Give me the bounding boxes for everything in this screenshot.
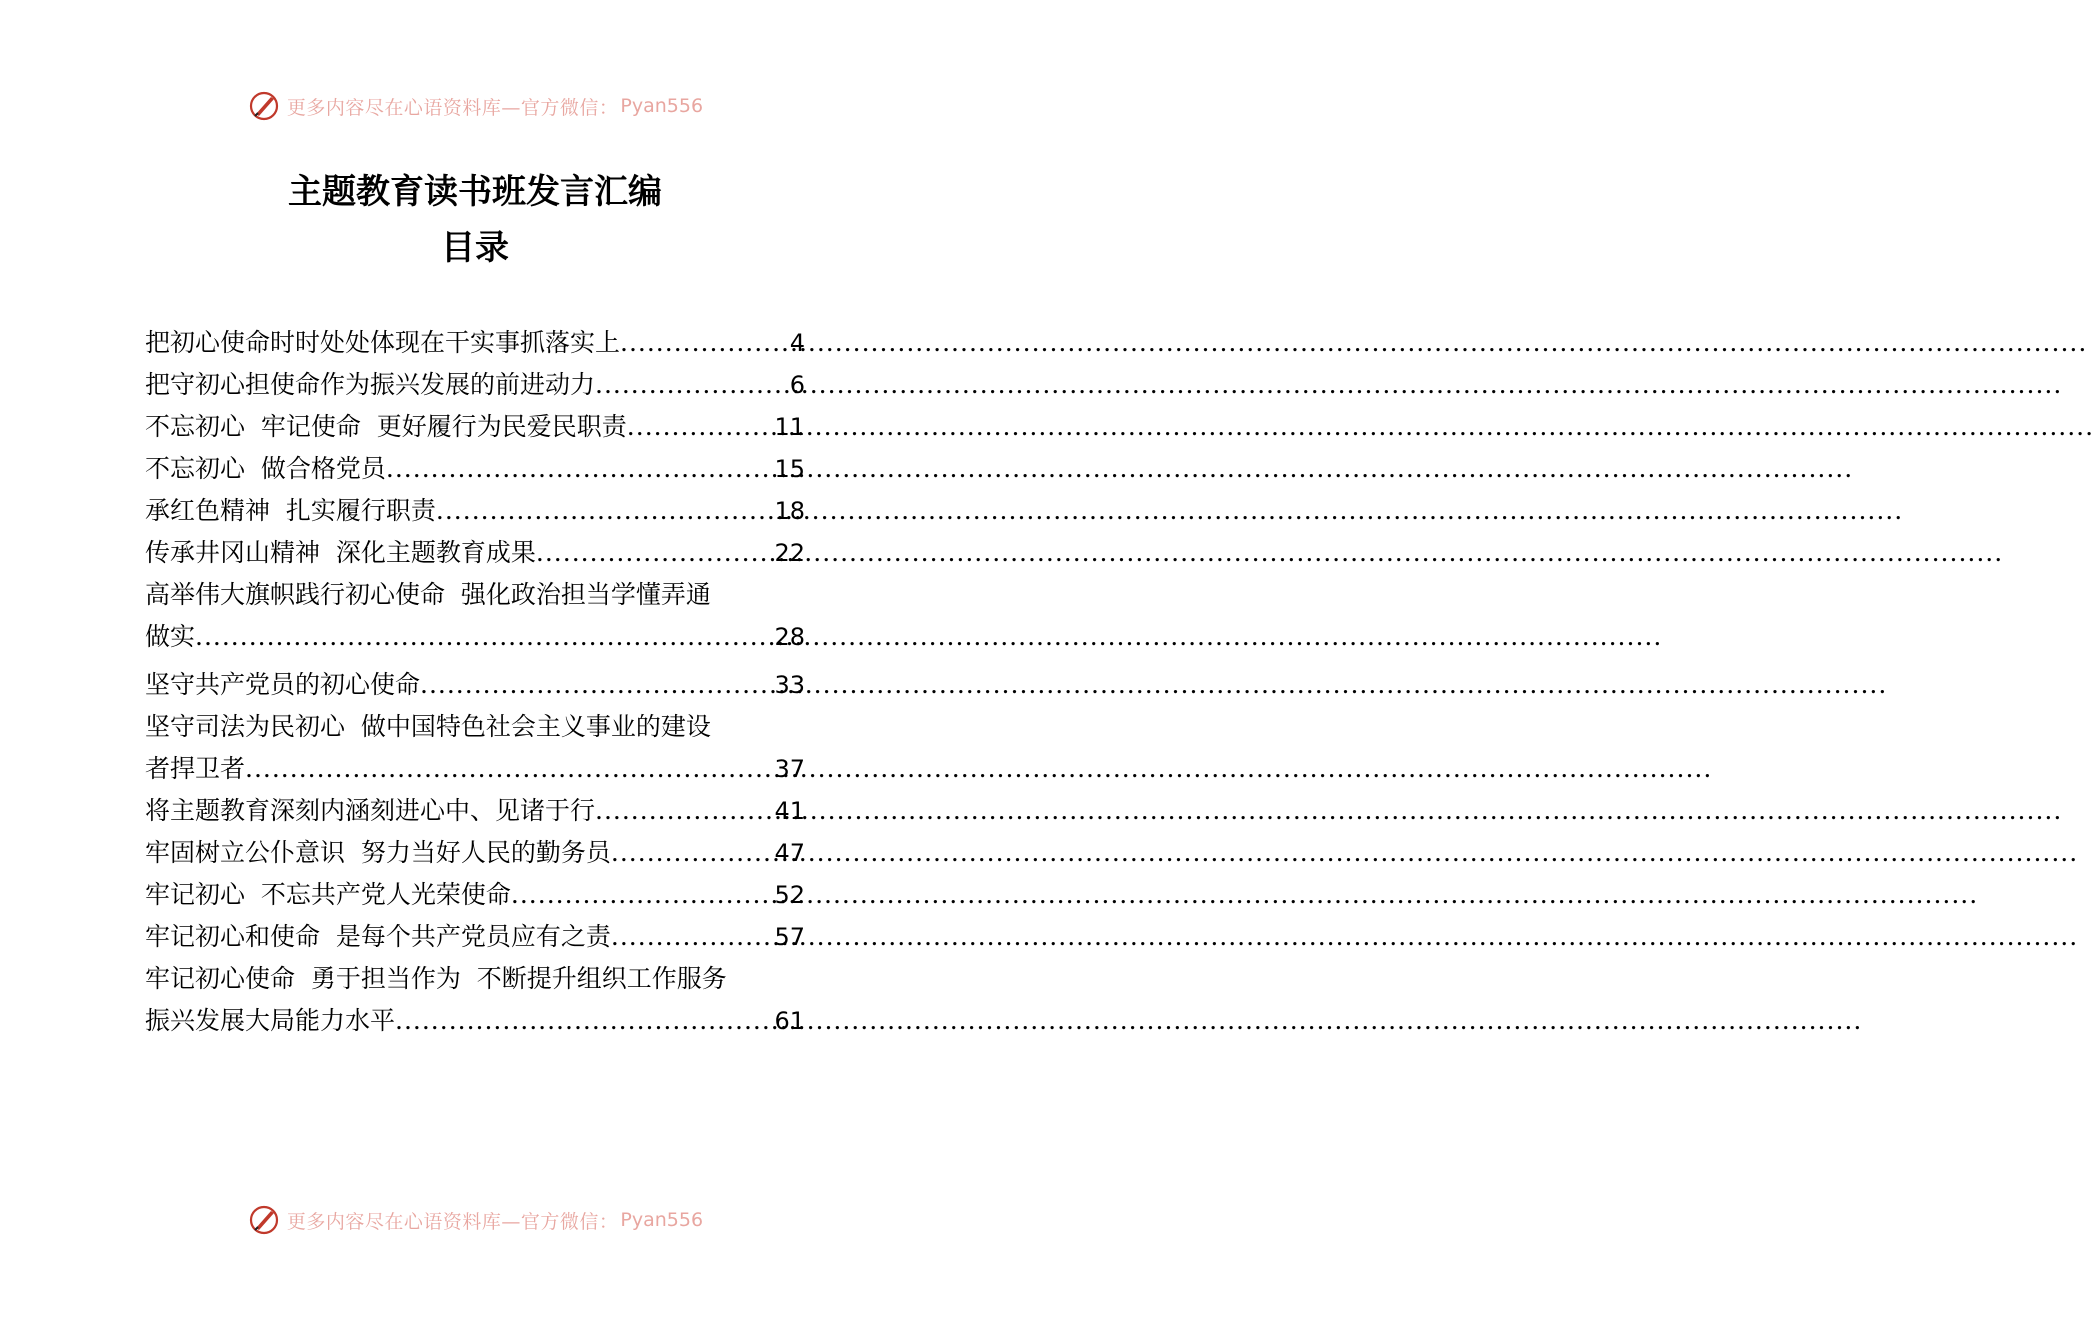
- leader-dots: [436, 490, 773, 532]
- toc-entry-page: 22: [774, 539, 805, 567]
- toc-entry-page: 11: [774, 413, 805, 441]
- toc-entry-title-line1: 坚守司法为民初心 做中国特色社会主义事业的建设: [145, 712, 711, 741]
- toc-entry[interactable]: [145, 790, 805, 832]
- toc-entry-title: 把守初心担使命作为振兴发展的前进动力: [145, 370, 596, 399]
- toc-entry-page: 15: [774, 455, 805, 483]
- watermark-text: 更多内容尽在心语资料库—官方微信：: [286, 1210, 619, 1233]
- leader-dots: [420, 664, 772, 706]
- watermark-text: 更多内容尽在心语资料库—官方微信：: [286, 96, 619, 119]
- toc-entry-title: 振兴发展大局能力水平: [145, 1006, 396, 1035]
- toc-entry-title: 传承井冈山精神 深化主题教育成果: [145, 538, 536, 567]
- toc-entry[interactable]: [145, 664, 805, 706]
- pen-circle-logo-icon: [247, 1203, 281, 1237]
- toc-heading: 目录: [441, 228, 509, 268]
- toc-entry-page: 6: [789, 371, 805, 399]
- toc-entry-title: 承红色精神 扎实履行职责: [145, 496, 436, 525]
- toc-entry-title: 做实: [145, 622, 196, 651]
- toc-entry-page: 47: [774, 839, 805, 867]
- toc-entry[interactable]: [145, 574, 805, 658]
- watermark-wechat-id: Pyan556: [620, 95, 704, 117]
- toc-entry[interactable]: [145, 448, 805, 490]
- toc-entry-title: 者捍卫者: [145, 754, 246, 783]
- header-watermark: [0, 86, 950, 126]
- toc-entry[interactable]: [145, 490, 805, 532]
- leader-dots: [620, 322, 788, 364]
- document-title: 主题教育读书班发言汇编: [288, 172, 662, 212]
- toc-entry-page: 41: [774, 797, 805, 825]
- leader-dots: [511, 874, 773, 916]
- toc-entry-page: 52: [774, 881, 805, 909]
- toc-entry[interactable]: [145, 916, 805, 958]
- toc-entry[interactable]: [145, 832, 805, 874]
- toc-entry[interactable]: [145, 706, 805, 790]
- leader-dots: [386, 448, 773, 490]
- toc-entry-page: 57: [774, 923, 805, 951]
- toc-entry-page: 33: [774, 671, 805, 699]
- toc-entry-page: 61: [774, 1007, 805, 1035]
- leader-dots: [536, 532, 773, 574]
- toc-entry-title-line1: 高举伟大旗帜践行初心使命 强化政治担当学懂弄通: [145, 580, 711, 609]
- toc-entry-title: 不忘初心 牢记使命 更好履行为民爱民职责: [145, 412, 627, 441]
- toc-entry[interactable]: [145, 874, 805, 916]
- toc-entry[interactable]: [145, 406, 805, 448]
- footer-watermark: [0, 1200, 950, 1240]
- leader-dots: [595, 364, 788, 406]
- toc-entry-title-line1: 牢记初心使命 勇于担当作为 不断提升组织工作服务: [145, 964, 727, 993]
- toc-entry-page: 18: [774, 497, 805, 525]
- toc-entry-page: 37: [774, 755, 805, 783]
- toc-entry-page: 4: [789, 329, 805, 357]
- toc-entry-title: 把初心使命时时处处体现在干实事抓落实上: [145, 328, 621, 357]
- toc-entry[interactable]: [145, 532, 805, 574]
- toc-entry-title: 牢记初心和使命 是每个共产党员应有之责: [145, 922, 611, 951]
- toc-entry[interactable]: [145, 322, 805, 364]
- leader-dots: [611, 832, 773, 874]
- leader-dots: [611, 916, 773, 958]
- toc-entry[interactable]: [145, 958, 805, 1042]
- table-of-contents: [145, 322, 805, 1042]
- toc-entry-page: 28: [774, 623, 805, 651]
- toc-entry-title: 坚守共产党员的初心使命: [145, 670, 421, 699]
- leader-dots: [395, 1000, 772, 1042]
- watermark-wechat-id: Pyan556: [620, 1209, 704, 1231]
- leader-dots: [245, 748, 772, 790]
- toc-entry-title: 牢固树立公仆意识 努力当好人民的勤务员: [145, 838, 611, 867]
- toc-entry-title: 牢记初心 不忘共产党人光荣使命: [145, 880, 511, 909]
- toc-entry[interactable]: [145, 364, 805, 406]
- toc-entry-title: 将主题教育深刻内涵刻进心中、见诸于行: [145, 796, 596, 825]
- pen-circle-logo-icon: [247, 89, 281, 123]
- leader-dots: [195, 616, 772, 658]
- leader-dots: [627, 406, 773, 448]
- toc-entry-title: 不忘初心 做合格党员: [145, 454, 386, 483]
- leader-dots: [595, 790, 772, 832]
